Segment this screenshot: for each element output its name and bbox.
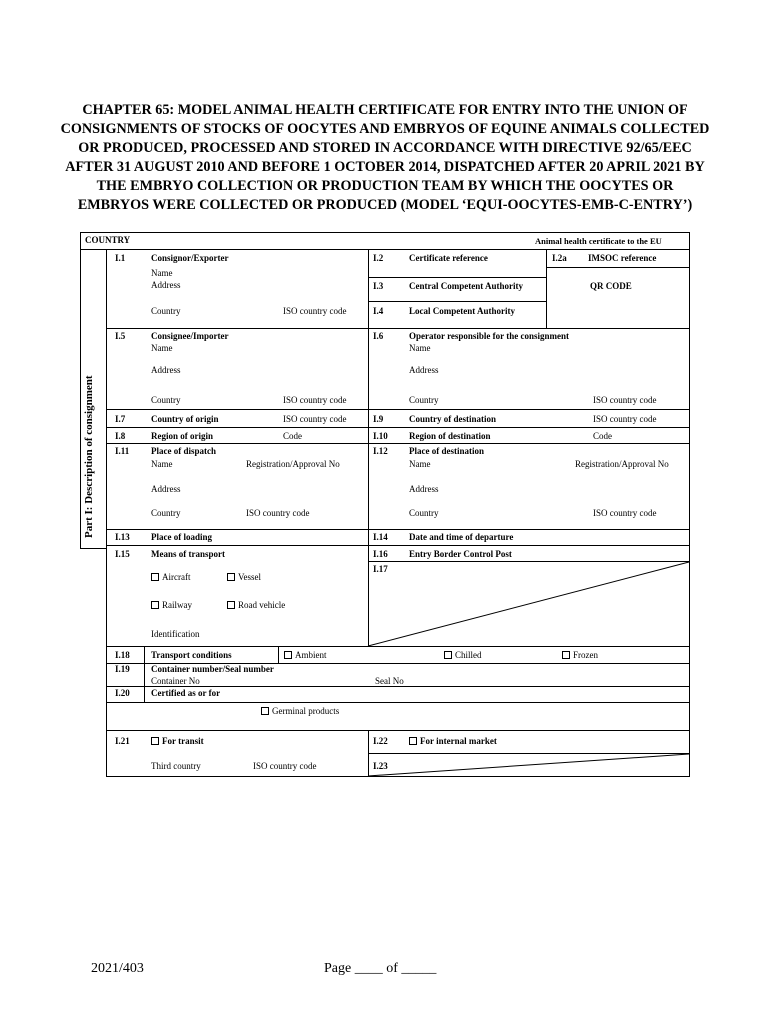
- place-of-dispatch-label: Place of dispatch: [151, 446, 216, 456]
- local-authority-label: Local Competent Authority: [409, 306, 515, 316]
- operator-label: Operator responsible for the consignment: [409, 331, 569, 341]
- germinal-products-option[interactable]: Germinal products: [261, 706, 339, 717]
- chilled-checkbox[interactable]: [444, 651, 452, 659]
- frozen-option[interactable]: Frozen: [562, 650, 598, 661]
- certificate-to-label: Animal health certificate to the EU: [535, 236, 662, 246]
- imsoc-reference-label: IMSOC reference: [588, 253, 657, 263]
- aircraft-option[interactable]: Aircraft: [151, 572, 190, 583]
- part-one-label: Part I: Description of consignment: [83, 375, 95, 538]
- place-of-loading-label: Place of loading: [151, 532, 212, 542]
- chilled-option[interactable]: Chilled: [444, 650, 482, 661]
- certificate-reference-label: Certificate reference: [409, 253, 488, 263]
- identification-label: Identification: [151, 629, 200, 639]
- qr-code-label: QR CODE: [590, 281, 632, 291]
- means-of-transport-label: Means of transport: [151, 549, 225, 559]
- consignee-label: Consignee/Importer: [151, 331, 229, 341]
- container-seal-label: Container number/Seal number: [151, 664, 274, 674]
- internal-market-option[interactable]: For internal market: [409, 736, 497, 747]
- third-country-label: Third country: [151, 761, 201, 771]
- vessel-option[interactable]: Vessel: [227, 572, 261, 583]
- road-vehicle-checkbox[interactable]: [227, 601, 235, 609]
- region-of-origin-label: Region of origin: [151, 431, 213, 441]
- entry-bcp-label: Entry Border Control Post: [409, 549, 512, 559]
- ambient-option[interactable]: Ambient: [284, 650, 327, 661]
- place-of-destination-label: Place of destination: [409, 446, 484, 456]
- page-number: Page ____ of _____: [324, 961, 437, 976]
- frozen-checkbox[interactable]: [562, 651, 570, 659]
- for-transit-checkbox[interactable]: [151, 737, 159, 745]
- consignor-label: Consignor/Exporter: [151, 253, 229, 263]
- road-vehicle-option[interactable]: Road vehicle: [227, 600, 285, 611]
- region-of-destination-label: Region of destination: [409, 431, 491, 441]
- central-authority-label: Central Competent Authority: [409, 281, 523, 291]
- germinal-products-checkbox[interactable]: [261, 707, 269, 715]
- country-of-destination-label: Country of destination: [409, 414, 497, 424]
- document-title: CHAPTER 65: MODEL ANIMAL HEALTH CERTIFICATE FOR ENTRY INTO THE UNION OF CONSIGNMENTS OF STOCKS OF OOCYTES AND EMBRYOS OF EQUINE ANIMALS COLLECTED OR PRODUCED, PROCESSED AND STORED IN ACCORDANCE WITH DIRECTIVE 92/65/EEC AFTER 31 AUGUST 2010 AND BEFORE 1 OCTOBER 2014, DISPATCHED AFTER 20 APRIL 2021 BY THE EMBRYO COLLECTION OR PRODUCTION TEAM BY WHICH THE OOCYTES OR EMBRYOS WERE COLLECTED OR PRODUCED (MODEL ‘EQUI-OOCYTES-EMB-C-ENTRY’): [60, 102, 710, 213]
- ambient-checkbox[interactable]: [284, 651, 292, 659]
- certified-as-label: Certified as or for: [151, 688, 221, 698]
- container-no-label: Container No: [151, 676, 200, 686]
- for-transit-option[interactable]: For transit: [151, 736, 204, 747]
- departure-label: Date and time of departure: [409, 532, 514, 542]
- railway-checkbox[interactable]: [151, 601, 159, 609]
- aircraft-checkbox[interactable]: [151, 573, 159, 581]
- transport-conditions-label: Transport conditions: [151, 650, 232, 660]
- country-label: COUNTRY: [85, 235, 131, 245]
- vessel-checkbox[interactable]: [227, 573, 235, 581]
- seal-no-label: Seal No: [375, 676, 404, 686]
- internal-market-checkbox[interactable]: [409, 737, 417, 745]
- railway-option[interactable]: Railway: [151, 600, 192, 611]
- country-of-origin-label: Country of origin: [151, 414, 219, 424]
- regulation-reference: 2021/403: [91, 961, 144, 976]
